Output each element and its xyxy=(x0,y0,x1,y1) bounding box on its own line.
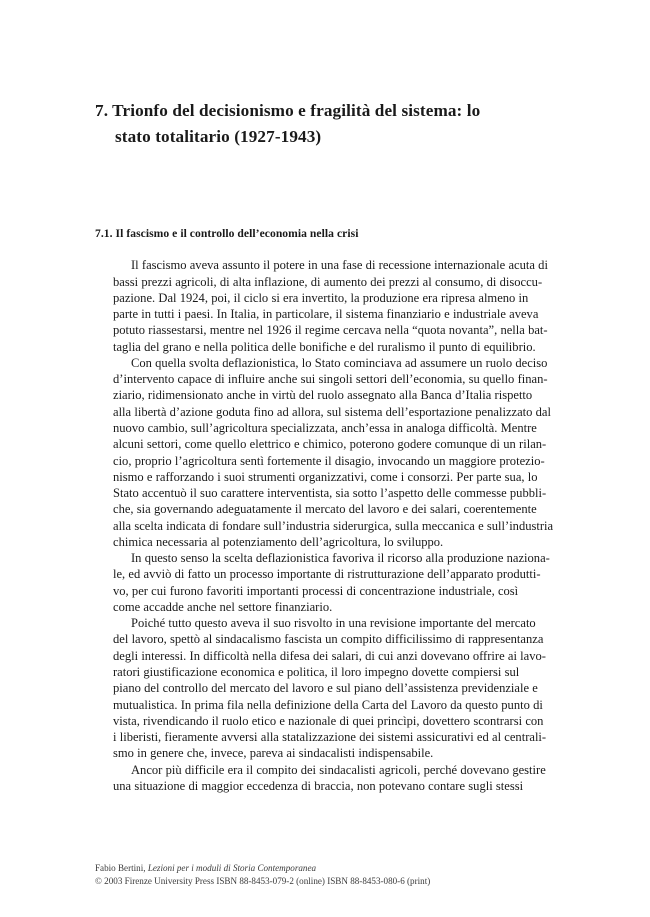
text-line: pazione. Dal 1924, poi, il ciclo si era invertito, la produzione era ripresa almeno in xyxy=(113,290,529,305)
text-line: le, ed avviò di fatto un processo importante di ristrutturazione dell’apparato produtti- xyxy=(113,567,541,582)
paragraph-5 xyxy=(95,762,565,795)
text-line: chimica necessaria al potenziamento dell’agricoltura, lo sviluppo. xyxy=(113,534,444,549)
body-text xyxy=(95,241,565,794)
footer-copyright: © 2003 Firenze University Press ISBN 88-8453-079-2 (online) ISBN 88-8453-080-6 (print) xyxy=(95,876,431,887)
text-line: nuovo cambio, sull’agricoltura specializzata, anch’essa in analoga difficoltà. Mentre xyxy=(113,421,537,435)
text-line: Il fascismo aveva assunto il potere in una fase di recessione internazionale acuta di xyxy=(131,258,548,273)
text-line: cio, proprio l’agricoltura sentì fortemente il disagio, invocando un maggiore protezio- xyxy=(113,453,545,468)
paragraph-2 xyxy=(95,355,565,550)
text-line: Con quella svolta deflazionistica, lo Stato cominciava ad assumere un ruolo deciso xyxy=(131,355,548,370)
text-line: una situazione di maggior eccedenza di braccia, non potevano contare sugli stessi xyxy=(113,778,524,793)
chapter-title-line-1: 7. Trionfo del decisionismo e fragilità del sistema: lo xyxy=(95,101,481,120)
text-line: Stato accentuò il suo carattere interventista, sia sotto l’aspetto delle commesse pubbli- xyxy=(113,486,547,501)
chapter-title-line-2: stato totalitario (1927-1943) xyxy=(115,127,322,147)
text-line: alcuni settori, come quello elettrico e chimico, poterono godere comunque di un rilan- xyxy=(113,437,547,452)
text-line: In questo senso la scelta deflazionistica favoriva il ricorso alla produzione naziona- xyxy=(131,551,550,566)
text-line: vo, per cui furono favoriti importanti processi di concentrazione industriale, così xyxy=(113,583,519,598)
footer-work-title: Lezioni per i moduli di Storia Contemporanea xyxy=(147,863,317,873)
text-line: mutualistica. In prima fila nella definizione della Carta del Lavoro da questo punto di xyxy=(113,697,543,712)
text-line: alla libertà d’azione goduta fino ad allora, sul sistema dell’esportazione penalizzato dal xyxy=(113,404,551,419)
text-line: Poiché tutto questo aveva il suo risvolto in una revisione importante del mercato xyxy=(131,616,536,631)
page-content-column xyxy=(95,0,565,794)
paragraph-4 xyxy=(95,615,565,761)
text-line: i liberisti, fieramente avversi alla statalizzazione dei sistemi assicurativi ed al centrali- xyxy=(113,730,547,745)
text-line: potuto riassestarsi, mentre nel 1926 il regime cercava nella “quota novanta”, nella bat- xyxy=(113,323,548,338)
text-line: che, sia governando adeguatamente il mercato del lavoro e dei salari, coerentemente xyxy=(113,502,537,517)
text-line: smo in genere che, invece, pareva ai sindacalisti indispensabile. xyxy=(113,746,434,761)
text-line: alla scelta indicata di fondare sull’industria siderurgica, sulla meccanica e sull’industria xyxy=(113,518,554,533)
text-line: taglia del grano e nella politica delle bonifiche e del ruralismo il punto di equilibrio. xyxy=(113,339,536,354)
footer-citation xyxy=(95,862,575,875)
text-line: vista, rivendicando il ruolo etico e nazionale di quei princìpi, dovettero scontrarsi con xyxy=(113,713,544,728)
paragraph-1 xyxy=(95,257,565,355)
footer-author: Fabio Bertini, xyxy=(95,863,146,873)
text-line: nismo e rafforzando i suoi strumenti organizzativi, come i consorzi. Per parte sua, lo xyxy=(113,469,538,484)
text-line: come accadde anche nel settore finanziario. xyxy=(113,599,333,614)
text-line: del lavoro, spettò al sindacalismo fascista un compito difficilissimo di rappresentanza xyxy=(113,632,544,647)
text-line: ratori giustificazione economica e politica, il loro impegno dovette compiersi sul xyxy=(113,664,520,679)
text-line: ziario, ridimensionato anche in virtù del ruolo assegnato alla Banca d’Italia rispetto xyxy=(113,388,533,403)
section-heading: 7.1. Il fascismo e il controllo dell’economia nella crisi xyxy=(95,227,359,241)
paragraph-3 xyxy=(95,550,565,615)
page-footer xyxy=(95,862,575,888)
text-line: Ancor più difficile era il compito dei sindacalisti agricoli, perché dovevano gestire xyxy=(131,762,546,777)
text-line: piano del controllo del mercato del lavoro e sul piano dell’assistenza previdenziale e xyxy=(113,681,538,696)
text-line: d’intervento capace di influire anche sui singoli settori dell’economia, su quello finan- xyxy=(113,372,548,387)
text-line: degli interessi. In difficoltà nella difesa dei salari, di cui anzi dovevano offrire ai lavo- xyxy=(113,648,546,663)
text-line: parte in tutti i paesi. In Italia, in particolare, il sistema finanziario e industriale aveva xyxy=(113,307,539,322)
chapter-title xyxy=(95,0,565,150)
text-line: bassi prezzi agricoli, di alta inflazione, di aumento dei prezzi al consumo, di disoccu- xyxy=(113,274,543,289)
